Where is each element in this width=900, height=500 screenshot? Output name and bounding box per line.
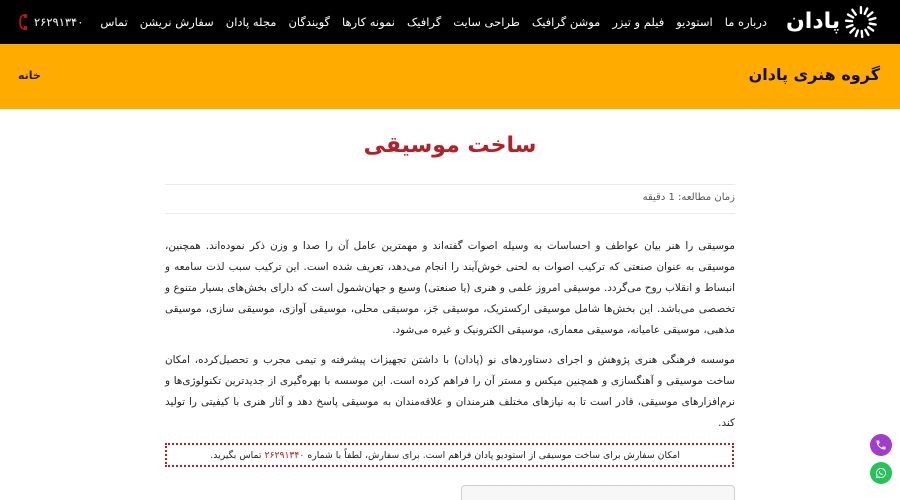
breadcrumb-home-link[interactable]: خانه bbox=[18, 69, 41, 82]
logo-text: پادان bbox=[786, 9, 841, 34]
article-paragraph: موسیقی را هنر بیان عواطف و احساسات به وسیله اصوات گفته‌اند و مهمترین عامل آن را صدا و وزن ذکر نموده‌اند. همچنین، موسیقی به عنوان صنعتی که ترکیب اصوات به لحنی خوش‌آیند را انجام می‌دهد، تعریف شده است. این ترکیب سبب لذت سامعه و انبساط و انقلاب روح می‌گردد. موسیقی امروز علمی و هنری (یا صنعتی) وسیع و جهان‌شمول است که دارای بخش‌های بسیار متنوع و تخصصی می‌باشد. این بخش‌ها شامل موسیقی ارکستریک، موسیقی جَز، موسیقی محلی، موسیقی آوازی، موسیقی سازی، موسیقی مذهبی، موسیقی عامیانه، موسیقی معماری، موسیقی الکترونیک و غیره می‌شود. bbox=[165, 240, 735, 336]
nav-item-about[interactable]: درباره ما bbox=[724, 15, 767, 29]
notice-text-after: تماس بگیرید. bbox=[210, 449, 262, 461]
page-title: ساخت موسیقی bbox=[363, 133, 537, 158]
nav-item-graphics[interactable]: گرافیک bbox=[406, 15, 442, 29]
reading-time: زمان مطالعه: 1 دقیقه bbox=[642, 192, 735, 203]
nav-item-order-narration[interactable]: سفارش نریشن bbox=[139, 15, 214, 29]
article-paragraph: موسسه فرهنگی هنری پژوهش و اجرای دستاوردهای نو (پادان) با داشتن تجهیزات پیشرفته و تیمی مجرب و تحصیل‌کرده، امکان ساخت موسیقی و آهنگسازی و همچنین میکس و مستر آن را فراهم کرده است. این موسسه با بهره‌گیری از جدیدترین تکنولوژی‌ها و نرم‌افزارهای موسیقی، قادر است تا به نیازهای مختلف هنرمندان و علاقه‌مندان به موسیقی پاسخ دهد و آثار هنری با کیفیتی را تولید کند. bbox=[165, 354, 735, 429]
nav-item-motion-graphics[interactable]: موشن گرافیک bbox=[531, 15, 601, 29]
nav-item-web-design[interactable]: طراحی سایت bbox=[453, 15, 520, 29]
nav-item-contact[interactable]: تماس bbox=[100, 15, 128, 29]
floating-whatsapp-button[interactable] bbox=[870, 462, 892, 484]
main-menu bbox=[94, 0, 773, 44]
article-meta bbox=[165, 184, 735, 214]
content-box bbox=[461, 485, 735, 500]
floating-call-button[interactable] bbox=[870, 434, 892, 456]
group-title: گروه هنری پادان bbox=[748, 65, 880, 84]
phone-icon bbox=[875, 439, 887, 451]
nav-item-film-teaser[interactable]: فیلم و تیزر bbox=[612, 15, 665, 29]
header-phone-link[interactable] bbox=[18, 0, 83, 44]
nav-item-portfolio[interactable]: نمونه کارها bbox=[342, 15, 395, 29]
nav-item-narrators[interactable]: گویندگان bbox=[288, 15, 331, 29]
notice-text-before: امکان سفارش برای ساخت موسیقی از استودیو پادان فراهم است. برای سفارش، لطفاً با شماره bbox=[307, 449, 680, 461]
page-header-bar bbox=[0, 44, 900, 109]
nav-item-studio[interactable]: استودیو bbox=[676, 15, 713, 29]
nav-item-magazine[interactable]: مجله پادان bbox=[225, 15, 277, 29]
logo-sunburst-icon bbox=[844, 5, 878, 39]
site-logo[interactable] bbox=[786, 5, 878, 39]
phone-icon bbox=[18, 14, 28, 30]
top-navbar bbox=[0, 0, 900, 44]
whatsapp-icon bbox=[875, 467, 887, 479]
order-notice-box bbox=[165, 443, 734, 467]
notice-phone-link[interactable]: ۲۶۲۹۱۳۴۰ bbox=[264, 449, 305, 461]
header-phone-number: ۲۶۲۹۱۳۴۰ bbox=[34, 15, 84, 29]
